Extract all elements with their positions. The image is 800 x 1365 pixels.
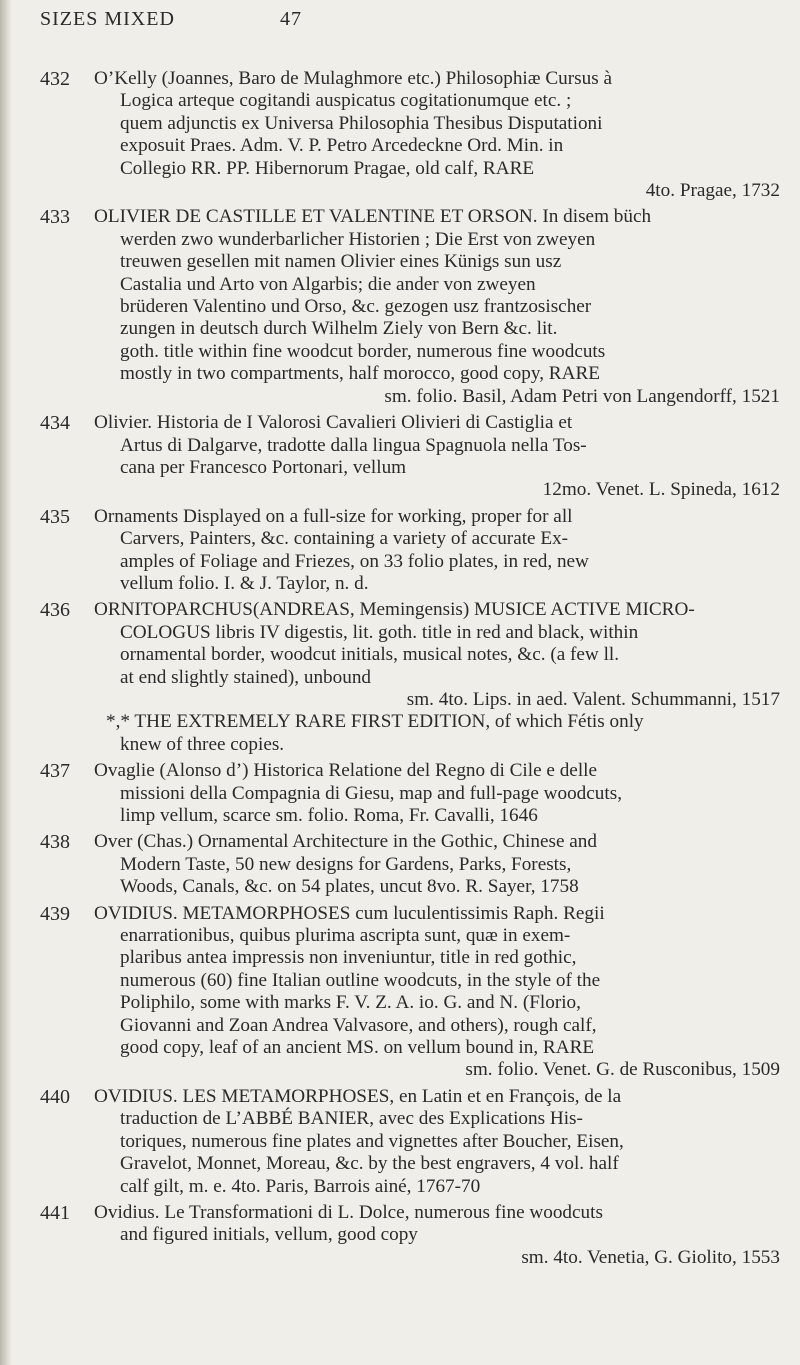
entry-text-line: Giovanni and Zoan Andrea Valvasore, and others), rough calf,: [120, 1014, 597, 1036]
entry-text-line: exposuit Praes. Adm. V. P. Petro Arcedeckne Ord. Min. in: [120, 135, 564, 157]
entry-text-line: ornamental border, woodcut initials, musical notes, &c. (a few ll.: [120, 644, 620, 666]
entry-text-line: traduction de L’ABBÉ BANIER, avec des Explications His-: [120, 1108, 583, 1130]
running-header: [40, 8, 760, 34]
catalogue-entry: [40, 68, 780, 202]
lot-number: 440: [40, 1085, 70, 1108]
entry-text-line: Carvers, Painters, &c. containing a variety of accurate Ex-: [120, 528, 569, 550]
entry-text-line: Gravelot, Monnet, Moreau, &c. by the best engravers, 4 vol. half: [120, 1153, 619, 1175]
entry-text-line: Castalia und Arto von Algarbis; die ander von zweyen: [120, 273, 536, 295]
lot-number: 437: [40, 760, 70, 783]
catalogue-entry: [40, 599, 780, 756]
catalogue-entry: [40, 760, 780, 827]
lot-number: 432: [40, 68, 70, 90]
entry-text-line: Modern Taste, 50 new designs for Gardens, Parks, Forests,: [120, 853, 572, 875]
entry-text-line: OVIDIUS. LES METAMORPHOSES, en Latin et en François, de la: [94, 1085, 622, 1107]
lot-number: 436: [40, 599, 70, 622]
catalogue-entry: [40, 1086, 780, 1198]
header-section-title: SIZES MIXED: [40, 8, 175, 30]
entry-text-line: Ovidius. Le Transformationi di L. Dolce, numerous fine woodcuts: [94, 1201, 603, 1223]
lot-number: 438: [40, 831, 70, 854]
entry-text-line: Collegio RR. PP. Hibernorum Pragae, old calf, RARE: [120, 157, 535, 179]
lot-number: 439: [40, 902, 70, 925]
entry-text-line: werden zwo wunderbarlicher Historien ; Die Erst von zweyen: [120, 228, 596, 250]
entry-text-line: sm. folio. Venet. G. de Rusconibus, 1509: [465, 1059, 780, 1081]
entry-text-line: ORNITOPARCHUS(ANDREAS, Memingensis) MUSICE ACTIVE MICRO-: [94, 599, 695, 621]
entry-text-line: Woods, Canals, &c. on 54 plates, uncut 8vo. R. Sayer, 1758: [120, 876, 579, 898]
catalogue-entries: [40, 68, 780, 1273]
page-edge: [0, 0, 12, 1365]
entry-text-line: cana per Francesco Portonari, vellum: [120, 456, 407, 478]
catalogue-entry: [40, 506, 780, 596]
entry-text-line: OVIDIUS. METAMORPHOSES cum luculentissimis Raph. Regii: [94, 902, 605, 924]
catalogue-entry: [40, 1202, 780, 1269]
lot-number: 435: [40, 505, 70, 528]
entry-text-line: Olivier. Historia de I Valorosi Cavalieri Olivieri di Castiglia et: [94, 412, 573, 434]
entry-text-line: toriques, numerous fine plates and vignettes after Boucher, Eisen,: [120, 1130, 624, 1152]
entry-text-line: missioni della Compagnia di Giesu, map and full-page woodcuts,: [120, 782, 622, 804]
entry-text-line: goth. title within fine woodcut border, numerous fine woodcuts: [120, 340, 606, 362]
entry-text-line: limp vellum, scarce sm. folio. Roma, Fr. Cavalli, 1646: [120, 805, 538, 826]
entry-text-line: O’Kelly (Joannes, Baro de Mulaghmore etc.) Philosophiæ Cursus à: [94, 68, 612, 89]
entry-text-line: and figured initials, vellum, good copy: [120, 1224, 418, 1246]
entry-text-line: 12mo. Venet. L. Spineda, 1612: [542, 479, 780, 501]
catalogue-entry: [40, 412, 780, 502]
lot-number: 433: [40, 206, 70, 229]
entry-text-line: COLOGUS libris IV digestis, lit. goth. title in red and black, within: [120, 621, 639, 643]
entry-text-line: Logica arteque cogitandi auspicatus cogitationumque etc. ;: [120, 90, 572, 112]
page-number: 47: [280, 8, 302, 30]
entry-text-line: at end slightly stained), unbound: [120, 666, 372, 688]
entry-text-line: Poliphilo, some with marks F. V. Z. A. io. G. and N. (Florio,: [120, 992, 581, 1014]
entry-text-line: treuwen gesellen mit namen Olivier eines Künigs sun usz: [120, 251, 562, 273]
entry-text-line: plaribus antea impressis non inveniuntur, title in red gothic,: [120, 947, 577, 969]
entry-text-line: sm. 4to. Lips. in aed. Valent. Schummanni, 1517: [406, 688, 780, 710]
entry-text-line: OLIVIER DE CASTILLE ET VALENTINE ET ORSON. In disem büch: [94, 206, 652, 228]
entry-text-line: Ovaglie (Alonso d’) Historica Relatione del Regno di Cile e delle: [94, 760, 598, 782]
entry-text-line: knew of three copies.: [120, 733, 285, 755]
entry-text-line: enarrationibus, quibus plurima ascripta sunt, quæ in exem-: [120, 925, 571, 947]
entry-text-line: vellum folio. I. & J. Taylor, n. d.: [120, 572, 369, 594]
entry-text-line: zungen in deutsch durch Wilhelm Ziely von Bern &c. lit.: [120, 318, 558, 340]
entry-text-line: Artus di Dalgarve, tradotte dalla lingua Spagnuola nella Tos-: [120, 434, 587, 456]
lot-number: 434: [40, 412, 70, 435]
entry-text-line: Over (Chas.) Ornamental Architecture in the Gothic, Chinese and: [94, 831, 597, 853]
entry-text-line: 4to. Pragae, 1732: [645, 180, 780, 202]
entry-text-line: numerous (60) fine Italian outline woodcuts, in the style of the: [120, 969, 601, 991]
entry-text-line: Ornaments Displayed on a full-size for working, proper for all: [94, 505, 573, 527]
entry-text-line: sm. 4to. Venetia, G. Giolito, 1553: [521, 1246, 780, 1268]
entry-text-line: quem adjunctis ex Universa Philosophia Thesibus Disputationi: [120, 112, 603, 134]
entry-text-line: mostly in two compartments, half morocco, good copy, RARE: [120, 363, 600, 385]
entry-text-line: brüderen Valentino und Orso, &c. gezogen usz frantzosischer: [120, 296, 592, 318]
lot-number: 441: [40, 1201, 70, 1224]
entry-text-line: good copy, leaf of an ancient MS. on vellum bound in, RARE: [120, 1037, 595, 1059]
entry-text-line: calf gilt, m. e. 4to. Paris, Barrois ainé, 1767-70: [120, 1175, 481, 1197]
catalogue-entry: [40, 903, 780, 1082]
entry-text-line: *,* THE EXTREMELY RARE FIRST EDITION, of which Fétis only: [106, 711, 644, 733]
entry-text-line: sm. folio. Basil, Adam Petri von Langendorff, 1521: [384, 385, 780, 407]
entry-text-line: amples of Foliage and Friezes, on 33 folio plates, in red, new: [120, 550, 589, 572]
catalogue-entry: [40, 831, 780, 898]
catalogue-entry: [40, 206, 780, 408]
